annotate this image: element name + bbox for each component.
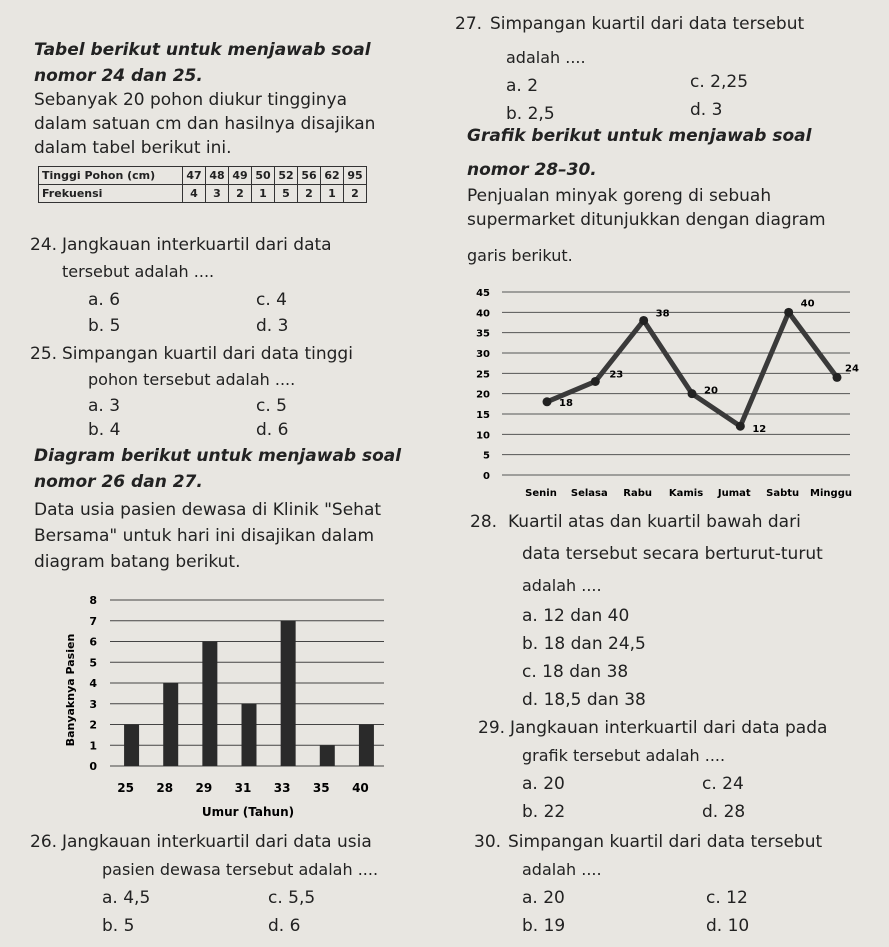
sales-point [543,397,552,406]
q25-stem-line1: Simpangan kuartil dari data tinggi [62,344,353,364]
sales-point [639,316,648,325]
table-cell: 2 [298,185,321,203]
q29-stem-line1: Jangkauan interkuartil dari data pada [510,718,828,738]
q29-option-c[interactable]: c. 24 [702,774,744,794]
q27-stem-line2: adalah .... [506,48,586,67]
sales-data-label: 40 [800,298,815,310]
table-cell: 56 [298,167,321,185]
q28-option-c[interactable]: c. 18 dan 38 [522,662,629,682]
table-row-height [39,167,367,185]
tree-paragraph-line3: dalam tabel berikut ini. [34,138,232,158]
line-y-tick-label: 30 [476,349,490,360]
q24-stem-line2: tersebut adalah .... [62,262,215,281]
bar-x-tick-label: 40 [352,781,369,795]
sales-point [688,389,697,398]
q28-option-a[interactable]: a. 12 dan 40 [522,606,630,626]
q27-option-a[interactable]: a. 2 [506,76,539,96]
bar [320,745,335,766]
line-x-tick-label: Rabu [623,488,653,499]
q30-option-b[interactable]: b. 19 [522,916,566,936]
sales-data-label: 23 [609,369,624,381]
intro-28-30-line2: nomor 28–30. [467,160,597,180]
q28-option-b[interactable]: b. 18 dan 24,5 [522,634,646,654]
line-y-tick-label: 35 [476,328,490,340]
q26-number: 26. [30,832,58,852]
intro-24-25-line2: nomor 24 dan 25. [34,66,203,86]
bar-x-tick-label: 29 [195,781,213,795]
line-y-tick-label: 0 [483,471,490,482]
q27-number: 27. [455,14,483,34]
q24-option-c[interactable]: c. 4 [256,290,287,310]
line-y-tick-label: 5 [483,450,490,462]
intro-26-27-line2: nomor 26 dan 27. [34,472,203,492]
bar-y-tick-label: 5 [89,656,97,670]
q25-option-d[interactable]: d. 6 [256,420,289,440]
clinic-paragraph-line3: diagram batang berikut. [34,552,241,572]
bar-x-tick-label: 31 [234,781,252,795]
bar-x-axis-label: Umur (Tahun) [201,805,295,819]
table-cell: 3 [206,185,229,203]
table-cell: 49 [229,167,252,185]
q26-option-d[interactable]: d. 6 [268,916,301,936]
bar-y-tick-label: 6 [89,635,97,649]
sales-data-label: 12 [752,424,767,436]
table-cell: 5 [275,185,298,203]
tree-height-table [38,166,367,203]
sales-line [547,312,837,426]
q28-number: 28. [470,512,498,532]
bar-y-tick-label: 7 [89,614,97,628]
q26-option-b[interactable]: b. 5 [102,916,135,936]
bar [359,725,374,767]
q30-option-d[interactable]: d. 10 [706,916,750,936]
q28-option-d[interactable]: d. 18,5 dan 38 [522,690,646,710]
bar [281,621,296,766]
q24-option-a[interactable]: a. 6 [88,290,121,310]
line-x-tick-label: Minggu [810,488,852,499]
line-x-tick-label: Senin [525,488,557,499]
table-cell: 95 [344,167,367,185]
bar-x-tick-label: 25 [117,781,134,795]
patient-age-bar-chart [0,580,440,825]
q25-option-b[interactable]: b. 4 [88,420,121,440]
clinic-paragraph-line1: Data usia pasien dewasa di Klinik "Sehat [34,500,382,520]
intro-26-27-line1: Diagram berikut untuk menjawab soal [34,446,402,466]
bar-y-axis-label: Banyaknya Pasien [64,633,77,747]
q25-option-c[interactable]: c. 5 [256,396,287,416]
table-cell: 48 [206,167,229,185]
bar [242,704,257,766]
line-x-tick-label: Sabtu [766,488,800,499]
q25-stem-line2: pohon tersebut adalah .... [88,370,296,389]
q26-option-c[interactable]: c. 5,5 [268,888,316,908]
table-header-frequency: Frekuensi [39,185,183,203]
sales-point [736,422,745,431]
line-y-tick-label: 20 [476,389,490,401]
table-row-frequency [39,185,367,203]
table-header-height: Tinggi Pohon (cm) [39,167,183,185]
bar-y-tick-label: 0 [89,760,97,773]
q24-number: 24. [30,235,58,255]
line-x-tick-label: Selasa [570,488,608,499]
line-y-tick-label: 15 [476,410,490,421]
q30-option-c[interactable]: c. 12 [706,888,748,908]
clinic-paragraph-line2: Bersama" untuk hari ini disajikan dalam [34,526,375,546]
bar-y-tick-label: 3 [89,697,97,711]
sales-data-label: 38 [655,308,670,320]
line-y-tick-label: 40 [476,308,490,320]
q25-number: 25. [30,344,58,364]
q29-option-a[interactable]: a. 20 [522,774,565,794]
line-x-tick-label: Jumat [717,488,751,499]
oil-paragraph-line1: Penjualan minyak goreng di sebuah [467,186,772,206]
table-cell: 50 [252,167,275,185]
q30-stem-line1: Simpangan kuartil dari data tersebut [508,832,823,852]
line-y-tick-label: 45 [476,288,490,299]
q25-option-a[interactable]: a. 3 [88,396,121,416]
table-cell: 47 [183,167,206,185]
q26-stem-line2: pasien dewasa tersebut adalah .... [102,860,379,879]
intro-24-25-line1: Tabel berikut untuk menjawab soal [34,40,371,60]
bar-x-tick-label: 28 [156,781,174,795]
q29-option-b[interactable]: b. 22 [522,802,566,822]
sales-point [784,308,793,317]
q28-stem-line3: adalah .... [522,576,602,595]
q30-option-a[interactable]: a. 20 [522,888,565,908]
q29-number: 29. [478,718,506,738]
sales-data-label: 18 [559,397,573,409]
line-x-tick-label: Kamis [668,488,704,499]
q24-option-b[interactable]: b. 5 [88,316,121,336]
bar [124,725,139,767]
line-y-tick-label: 10 [476,430,490,442]
sales-data-label: 24 [845,363,859,375]
q27-option-c[interactable]: c. 2,25 [690,72,749,92]
table-cell: 1 [321,185,344,203]
q27-stem-line1: Simpangan kuartil dari data tersebut [490,14,805,34]
q30-stem-line2: adalah .... [522,860,602,879]
tree-paragraph-line2: dalam satuan cm dan hasilnya disajikan [34,114,376,134]
bar-x-tick-label: 33 [273,781,291,795]
q29-stem-line2: grafik tersebut adalah .... [522,746,726,765]
intro-28-30-line1: Grafik berikut untuk menjawab soal [467,126,812,146]
oil-sales-line-chart [440,270,889,510]
oil-paragraph-line2: supermarket ditunjukkan dengan diagram [467,210,826,230]
q28-stem-line2: data tersebut secara berturut-turut [522,544,823,564]
q28-stem-line1: Kuartil atas dan kuartil bawah dari [508,512,801,532]
table-cell: 4 [183,185,206,203]
bar-y-tick-label: 1 [89,739,97,753]
q26-stem-line1: Jangkauan interkuartil dari data usia [62,832,372,852]
oil-paragraph-line3: garis berikut. [467,246,573,265]
bar-x-tick-label: 35 [312,781,330,795]
bar [163,683,178,766]
table-cell: 62 [321,167,344,185]
table-cell: 1 [252,185,275,203]
q27-option-d[interactable]: d. 3 [690,100,723,120]
q24-option-d[interactable]: d. 3 [256,316,289,336]
bar [202,642,217,767]
bar-y-tick-label: 4 [89,677,97,690]
sales-point [591,377,600,386]
bar-y-tick-label: 2 [89,718,97,732]
q30-number: 30. [474,832,502,852]
table-cell: 2 [344,185,367,203]
tree-paragraph-line1: Sebanyak 20 pohon diukur tingginya [34,90,348,110]
sales-data-label: 20 [704,385,718,397]
q27-option-b[interactable]: b. 2,5 [506,104,555,124]
bar-y-tick-label: 8 [89,594,97,607]
q26-option-a[interactable]: a. 4,5 [102,888,151,908]
q24-stem-line1: Jangkauan interkuartil dari data [62,235,332,255]
q29-option-d[interactable]: d. 28 [702,802,746,822]
table-cell: 52 [275,167,298,185]
table-cell: 2 [229,185,252,203]
sales-point [833,373,842,382]
line-y-tick-label: 25 [476,369,490,381]
